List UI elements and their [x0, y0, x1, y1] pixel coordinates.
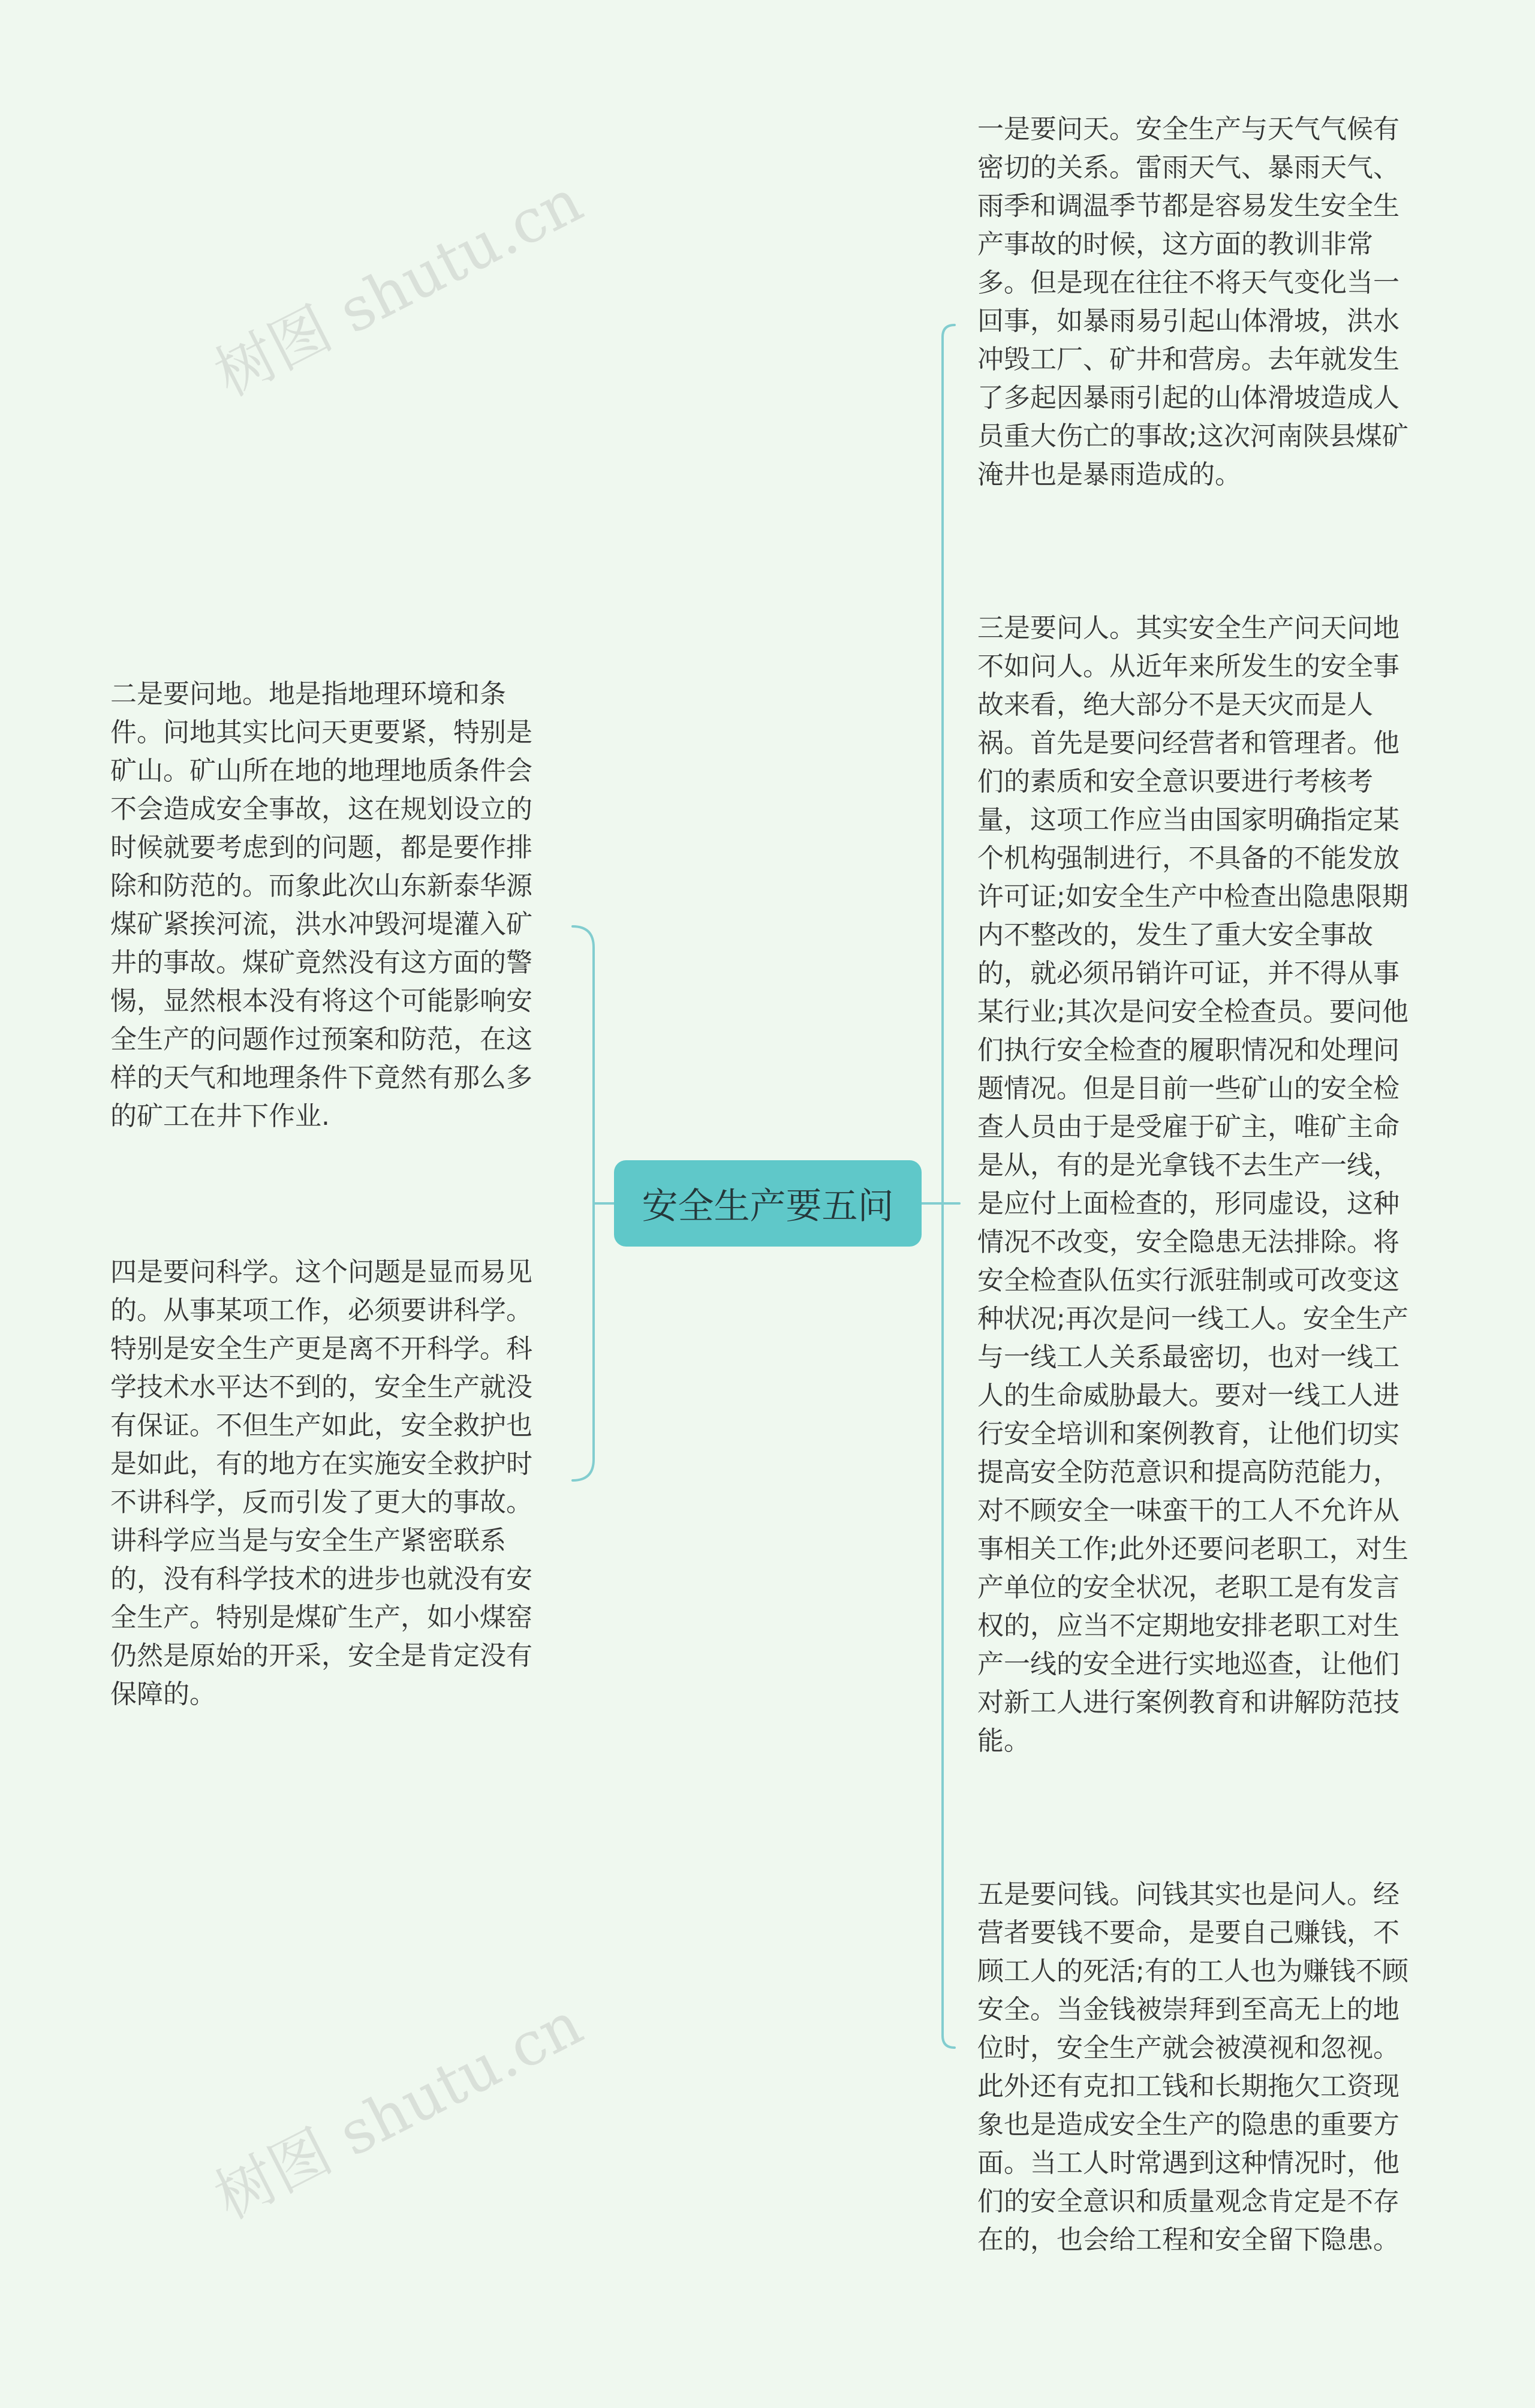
branch-ask-money: 五是要问钱。问钱其实也是问人。经营者要钱不要命，是要自己赚钱，不顾工人的死活;有的工人也为赚钱不顾安全。当金钱被崇拜到至高无上的地位时，安全生产就会被漠视和忽视。此外还有克扣工钱和长期拖欠工资现象也是造成安全生产的隐患的重要方面。当工人时常遇到这种情况时，他们的安全意识和质量观念肯定是不存在的，也会给工程和安全留下隐患。 [977, 1879, 1408, 2255]
root-node[interactable] [614, 1160, 922, 1247]
branch-ask-people: 三是要问人。其实安全生产问天问地不如问人。从近年来所发生的安全事故来看，绝大部分不是天灾而是人祸。首先是要问经营者和管理者。他们的素质和安全意识要进行考核考量，这项工作应当由国家明确指定某个机构强制进行，不具备的不能发放许可证;如安全生产中检查出隐患限期内不整改的，发生了重大安全事故的，就必须吊销许可证，并不得从事某行业;其次是问安全检查员。要问他们执行安全检查的履职情况和处理问题情况。但是目前一些矿山的安全检查人员由于是受雇于矿主，唯矿主命是从，有的是光拿钱不去生产一线，是应付上面检查的，形同虚设，这种情况不改变，安全隐患无法排除。将安全检查队伍实行派驻制或可改变这种状况;再次是问一线工人。安全生产与一线工人关系最密切，也对一线工人的生命威胁最大。要对一线工人进行安全培训和案例教育，让他们切实提高安全防范意识和提高防范能力，对不顾安全一味蛮干的工人不允许从事相关工作;此外还要问老职工，对生产单位的安全状况，老职工是有发言权的，应当不定期地安排老职工对生产一线的安全进行实地巡查，让他们对新工人进行案例教育和讲解防范技能。 [977, 613, 1408, 1756]
branch-ask-land: 二是要问地。地是指地理环境和条件。问地其实比问天更要紧，特别是矿山。矿山所在地的地理地质条件会不会造成安全事故，这在规划设立的时候就要考虑到的问题，都是要作排除和防范的。而象此次山东新泰华源煤矿紧挨河流，洪水冲毁河堤灌入矿井的事故。煤矿竟然没有这方面的警惕，显然根本没有将这个可能影响安全生产的问题作过预案和防范，在这样的天气和地理条件下竟然有那么多的矿工在井下作业. [110, 679, 532, 1131]
watermark: 树图 shutu.cn [203, 165, 593, 410]
branch-ask-weather: 一是要问天。安全生产与天气气候有密切的关系。雷雨天气、暴雨天气、雨季和调温季节都是容易发生安全生产事故的时候，这方面的教训非常多。但是现在往往不将天气变化当一回事，如暴雨易引起山体滑坡，洪水冲毁工厂、矿井和营房。去年就发生了多起因暴雨引起的山体滑坡造成人员重大伤亡的事故;这次河南陕县煤矿淹井也是暴雨造成的。 [977, 114, 1408, 490]
watermark: 树图 shutu.cn [203, 1988, 593, 2233]
branch-ask-science: 四是要问科学。这个问题是显而易见的。从事某项工作，必须要讲科学。特别是安全生产更是离不开科学。科学技术水平达不到的，安全生产就没有保证。不但生产如此，安全救护也是如此，有的地方在实施安全救护时不讲科学，反而引发了更大的事故。讲科学应当是与安全生产紧密联系的，没有科学技术的进步也就没有安全生产。特别是煤矿生产，如小煤窑仍然是原始的开采，安全是肯定没有保障的。 [110, 1257, 532, 1709]
connector-left-trunk [573, 926, 594, 1480]
connector-right-trunk [943, 325, 955, 2048]
root-label: 安全生产要五问 [642, 1185, 894, 1227]
